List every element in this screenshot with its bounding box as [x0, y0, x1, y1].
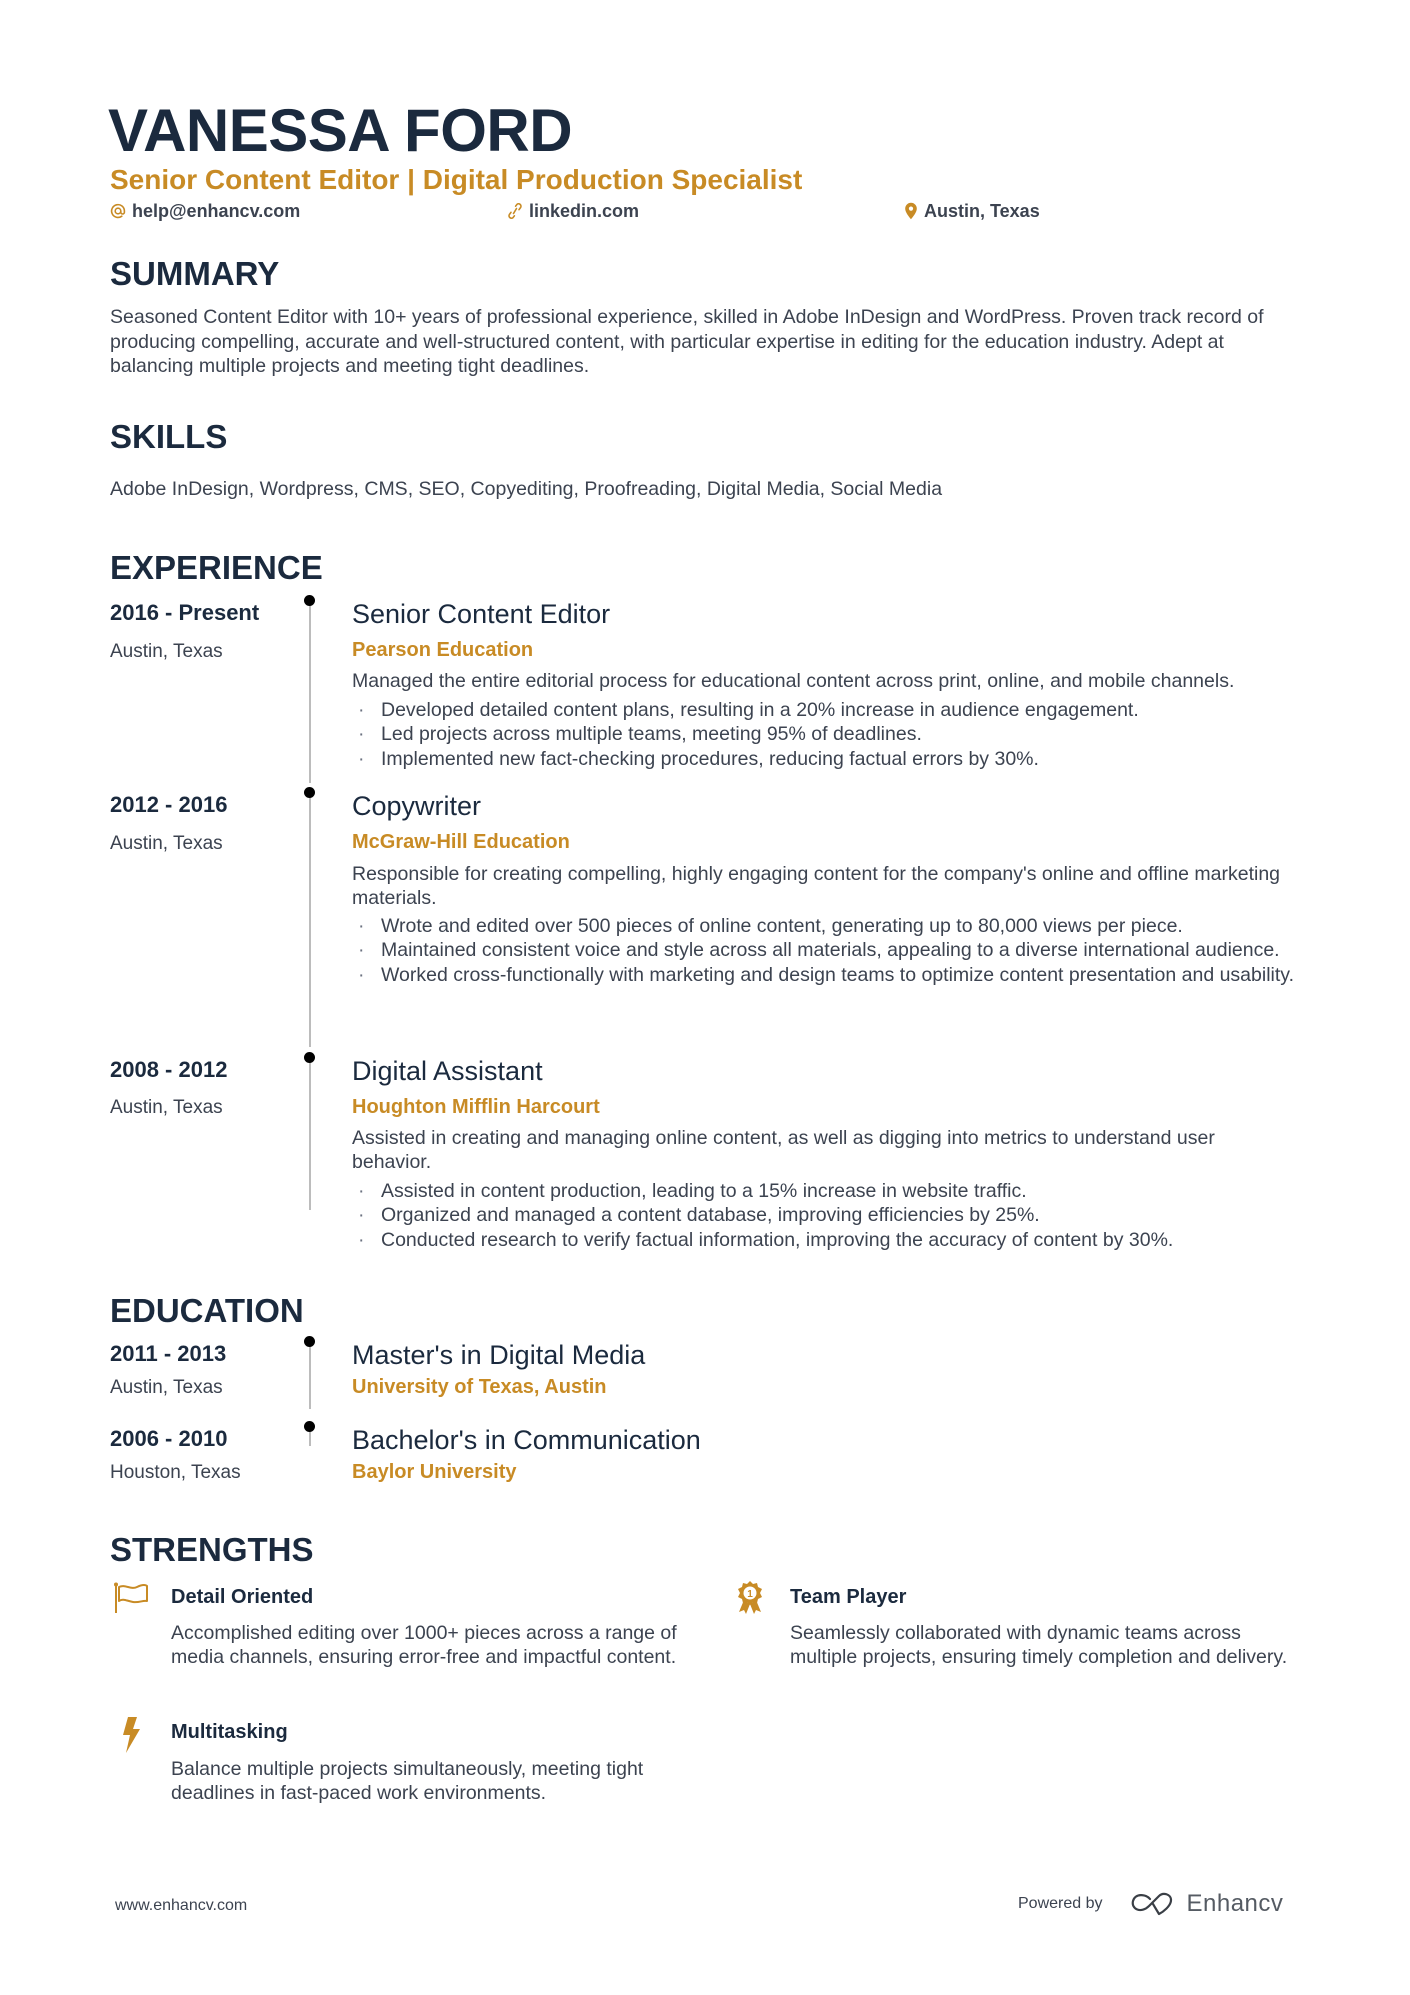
experience-company: McGraw-Hill Education — [352, 831, 570, 853]
education-location: Houston, Texas — [110, 1462, 241, 1483]
timeline-line — [309, 1057, 311, 1210]
experience-company: Pearson Education — [352, 639, 534, 661]
skills-heading: SKILLS — [110, 418, 228, 455]
skills-text: Adobe InDesign, Wordpress, CMS, SEO, Copyediting, Proofreading, Digital Media, Social Media — [110, 478, 943, 500]
education-dates: 2006 - 2010 — [110, 1426, 228, 1451]
education-school: University of Texas, Austin — [352, 1376, 607, 1398]
flag-icon — [113, 1582, 151, 1614]
experience-dates: 2016 - Present — [110, 600, 260, 625]
bullet-item: · Maintained consistent voice and style across all materials, appealing to a diverse international audience. — [352, 938, 1302, 962]
candidate-subtitle: Senior Content Editor | Digital Production Specialist — [110, 164, 803, 195]
experience-location: Austin, Texas — [110, 1097, 223, 1118]
footer-branding[interactable] — [1018, 1890, 1283, 1918]
bullet-item: · Led projects across multiple teams, meeting 95% of deadlines. — [352, 722, 1312, 746]
experience-bullets — [352, 698, 1312, 771]
experience-description: Assisted in creating and managing online content, as well as digging into metrics to understand user behavior. — [352, 1127, 1215, 1174]
timeline-line — [309, 1341, 311, 1409]
at-icon — [110, 203, 126, 219]
summary-heading: SUMMARY — [110, 255, 280, 292]
experience-bullets — [352, 1179, 1312, 1252]
award-ribbon-icon — [735, 1580, 765, 1616]
experience-location: Austin, Texas — [110, 641, 223, 662]
bullet-item: · Developed detailed content plans, resulting in a 20% increase in audience engagement. — [352, 698, 1312, 722]
experience-title: Digital Assistant — [352, 1056, 543, 1086]
experience-heading: EXPERIENCE — [110, 549, 323, 586]
enhancv-logo[interactable] — [1129, 1890, 1284, 1918]
contact-location-text: Austin, Texas — [924, 201, 1040, 221]
contact-email-text: help@enhancv.com — [132, 201, 301, 221]
svg-text:1: 1 — [747, 1589, 753, 1600]
timeline-dot — [304, 787, 315, 798]
experience-description: Responsible for creating compelling, highly engaging content for the company's online and offline marketing materials. — [352, 863, 1281, 910]
experience-description: Managed the entire editorial process for educational content across print, online, and mobile channels. — [352, 670, 1235, 692]
contact-email[interactable] — [110, 200, 300, 222]
strength-text: Balance multiple projects simultaneously, meeting tight deadlines in fast-paced work environments. — [171, 1758, 644, 1805]
bullet-item: · Organized and managed a content database, improving efficiencies by 25%. — [352, 1203, 1312, 1227]
experience-dates: 2008 - 2012 — [110, 1057, 228, 1082]
powered-by-label: Powered by — [1018, 1895, 1103, 1912]
bullet-item: · Conducted research to verify factual information, improving the accuracy of content by 30%. — [352, 1228, 1312, 1252]
link-icon — [507, 202, 523, 220]
bullet-item: · Worked cross-functionally with marketing and design teams to optimize content presentation and usability. — [352, 963, 1302, 987]
experience-title: Copywriter — [352, 791, 482, 821]
enhancv-wordmark: Enhancv — [1186, 1890, 1284, 1917]
experience-bullets — [352, 914, 1302, 987]
strength-text: Accomplished editing over 1000+ pieces across a range of media channels, ensuring error-free and impactful content. — [171, 1622, 677, 1669]
timeline-dot — [304, 1421, 315, 1432]
education-degree: Master's in Digital Media — [352, 1340, 646, 1370]
summary-text: Seasoned Content Editor with 10+ years of professional experience, skilled in Adobe InDesign and WordPress. Proven track record of producing compelling, accurate and well-structured content, with particular expertise in editing for the education industry. Adept at balancing multiple projects and meeting tight deadlines. — [110, 306, 1264, 377]
education-degree: Bachelor's in Communication — [352, 1425, 701, 1455]
strength-text: Seamlessly collaborated with dynamic teams across multiple projects, ensuring timely completion and delivery. — [790, 1622, 1288, 1669]
timeline-dot — [304, 1052, 315, 1063]
education-heading: EDUCATION — [110, 1292, 304, 1329]
location-pin-icon — [904, 202, 918, 220]
bullet-item: · Implemented new fact-checking procedures, reducing factual errors by 30%. — [352, 747, 1312, 771]
timeline-dot — [304, 595, 315, 606]
experience-company: Houghton Mifflin Harcourt — [352, 1096, 600, 1118]
experience-title: Senior Content Editor — [352, 599, 611, 629]
education-location: Austin, Texas — [110, 1377, 223, 1398]
education-dates: 2011 - 2013 — [110, 1341, 227, 1366]
footer-website-link[interactable]: www.enhancv.com — [115, 1897, 248, 1914]
contact-location — [904, 200, 1040, 222]
bullet-item: · Assisted in content production, leading to a 15% increase in website traffic. — [352, 1179, 1312, 1203]
timeline-dot — [304, 1336, 315, 1347]
timeline-line — [309, 792, 311, 1047]
strength-title: Multitasking — [171, 1721, 288, 1743]
timeline-line — [309, 600, 311, 783]
strengths-heading: STRENGTHS — [110, 1531, 314, 1568]
contact-linkedin-text: linkedin.com — [529, 201, 640, 221]
candidate-name: VANESSA FORD — [108, 97, 573, 164]
contact-linkedin[interactable] — [507, 200, 639, 222]
experience-location: Austin, Texas — [110, 833, 223, 854]
strength-title: Team Player — [790, 1586, 907, 1608]
bullet-item: · Wrote and edited over 500 pieces of online content, generating up to 80,000 views per piece. — [352, 914, 1302, 938]
experience-dates: 2012 - 2016 — [110, 792, 228, 817]
strength-title: Detail Oriented — [171, 1586, 314, 1608]
enhancv-infinity-icon — [1129, 1892, 1175, 1916]
lightning-bolt-icon — [121, 1717, 141, 1753]
education-school: Baylor University — [352, 1461, 517, 1483]
